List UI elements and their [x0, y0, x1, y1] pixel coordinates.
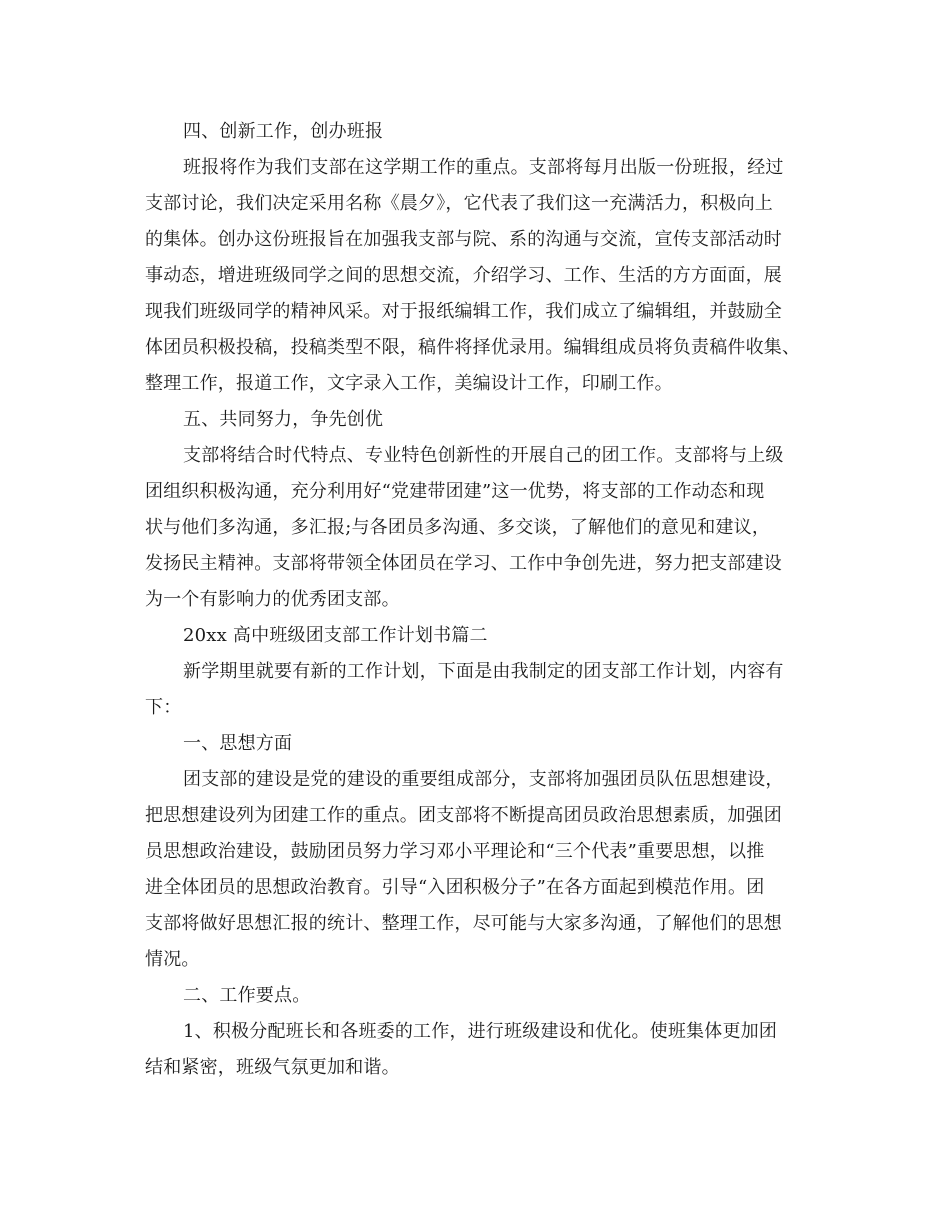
- paragraph-line: 下：: [145, 697, 182, 718]
- heading-cooperation: 五、共同努力，争先创优: [183, 409, 384, 430]
- paragraph-line: 支部将结合时代特点、专业特色创新性的开展自己的团工作。支部将与上级: [183, 445, 784, 466]
- section-title: 20xx 高中班级团支部工作计划书篇二: [183, 625, 488, 646]
- paragraph-line: 的集体。创办这份班报旨在加强我支部与院、系的沟通与交流，宣传支部活动时: [145, 229, 782, 250]
- paragraph-line: 支部将做好思想汇报的统计、整理工作，尽可能与大家多沟通，了解他们的思想: [145, 913, 782, 934]
- paragraph-line: 1、积极分配班长和各班委的工作，进行班级建设和优化。使班集体更加团: [183, 1021, 778, 1042]
- paragraph-line: 体团员积极投稿，投稿类型不限，稿件将择优录用。编辑组成员将负责稿件收集、: [145, 337, 801, 358]
- paragraph-line: 结和紧密，班级气氛更加和谐。: [145, 1057, 400, 1078]
- paragraph-line: 新学期里就要有新的工作计划，下面是由我制定的团支部工作计划，内容有: [183, 661, 784, 682]
- heading-work-points: 二、工作要点。: [183, 985, 311, 1006]
- paragraph-line: 支部讨论，我们决定采用名称《晨夕》，它代表了我们这一充满活力，积极向上: [145, 193, 773, 214]
- paragraph-line: 为一个有影响力的优秀团支部。: [145, 589, 400, 610]
- heading-ideology: 一、思想方面: [183, 733, 293, 754]
- paragraph-line: 情况。: [145, 949, 200, 970]
- paragraph-line: 状与他们多沟通，多汇报;与各团员多沟通、多交谈，了解他们的意见和建议，: [145, 517, 771, 538]
- paragraph-line: 团支部的建设是党的建设的重要组成部分，支部将加强团员队伍思想建设，: [183, 769, 784, 790]
- paragraph-line: 团组织积极沟通，充分利用好“党建带团建”这一优势，将支部的工作动态和现: [145, 481, 765, 502]
- paragraph-line: 班报将作为我们支部在这学期工作的重点。支部将每月出版一份班报，经过: [183, 157, 784, 178]
- heading-innovation: 四、创新工作，创办班报: [183, 121, 384, 142]
- paragraph-line: 现我们班级同学的精神风采。对于报纸编辑工作，我们成立了编辑组，并鼓励全: [145, 301, 782, 322]
- paragraph-line: 员思想政治建设，鼓励团员努力学习邓小平理论和“三个代表”重要思想，以推: [145, 841, 765, 862]
- paragraph-line: 把思想建设列为团建工作的重点。团支部将不断提高团员政治思想素质，加强团: [145, 805, 782, 826]
- paragraph-line: 整理工作，报道工作，文字录入工作，美编设计工作，印刷工作。: [145, 373, 673, 394]
- paragraph-line: 进全体团员的思想政治教育。引导“入团积极分子”在各方面起到模范作用。团: [145, 877, 765, 898]
- paragraph-line: 发扬民主精神。支部将带领全体团员在学习、工作中争创先进，努力把支部建设: [145, 553, 782, 574]
- paragraph-line: 事动态，增进班级同学之间的思想交流，介绍学习、工作、生活的方方面面，展: [145, 265, 782, 286]
